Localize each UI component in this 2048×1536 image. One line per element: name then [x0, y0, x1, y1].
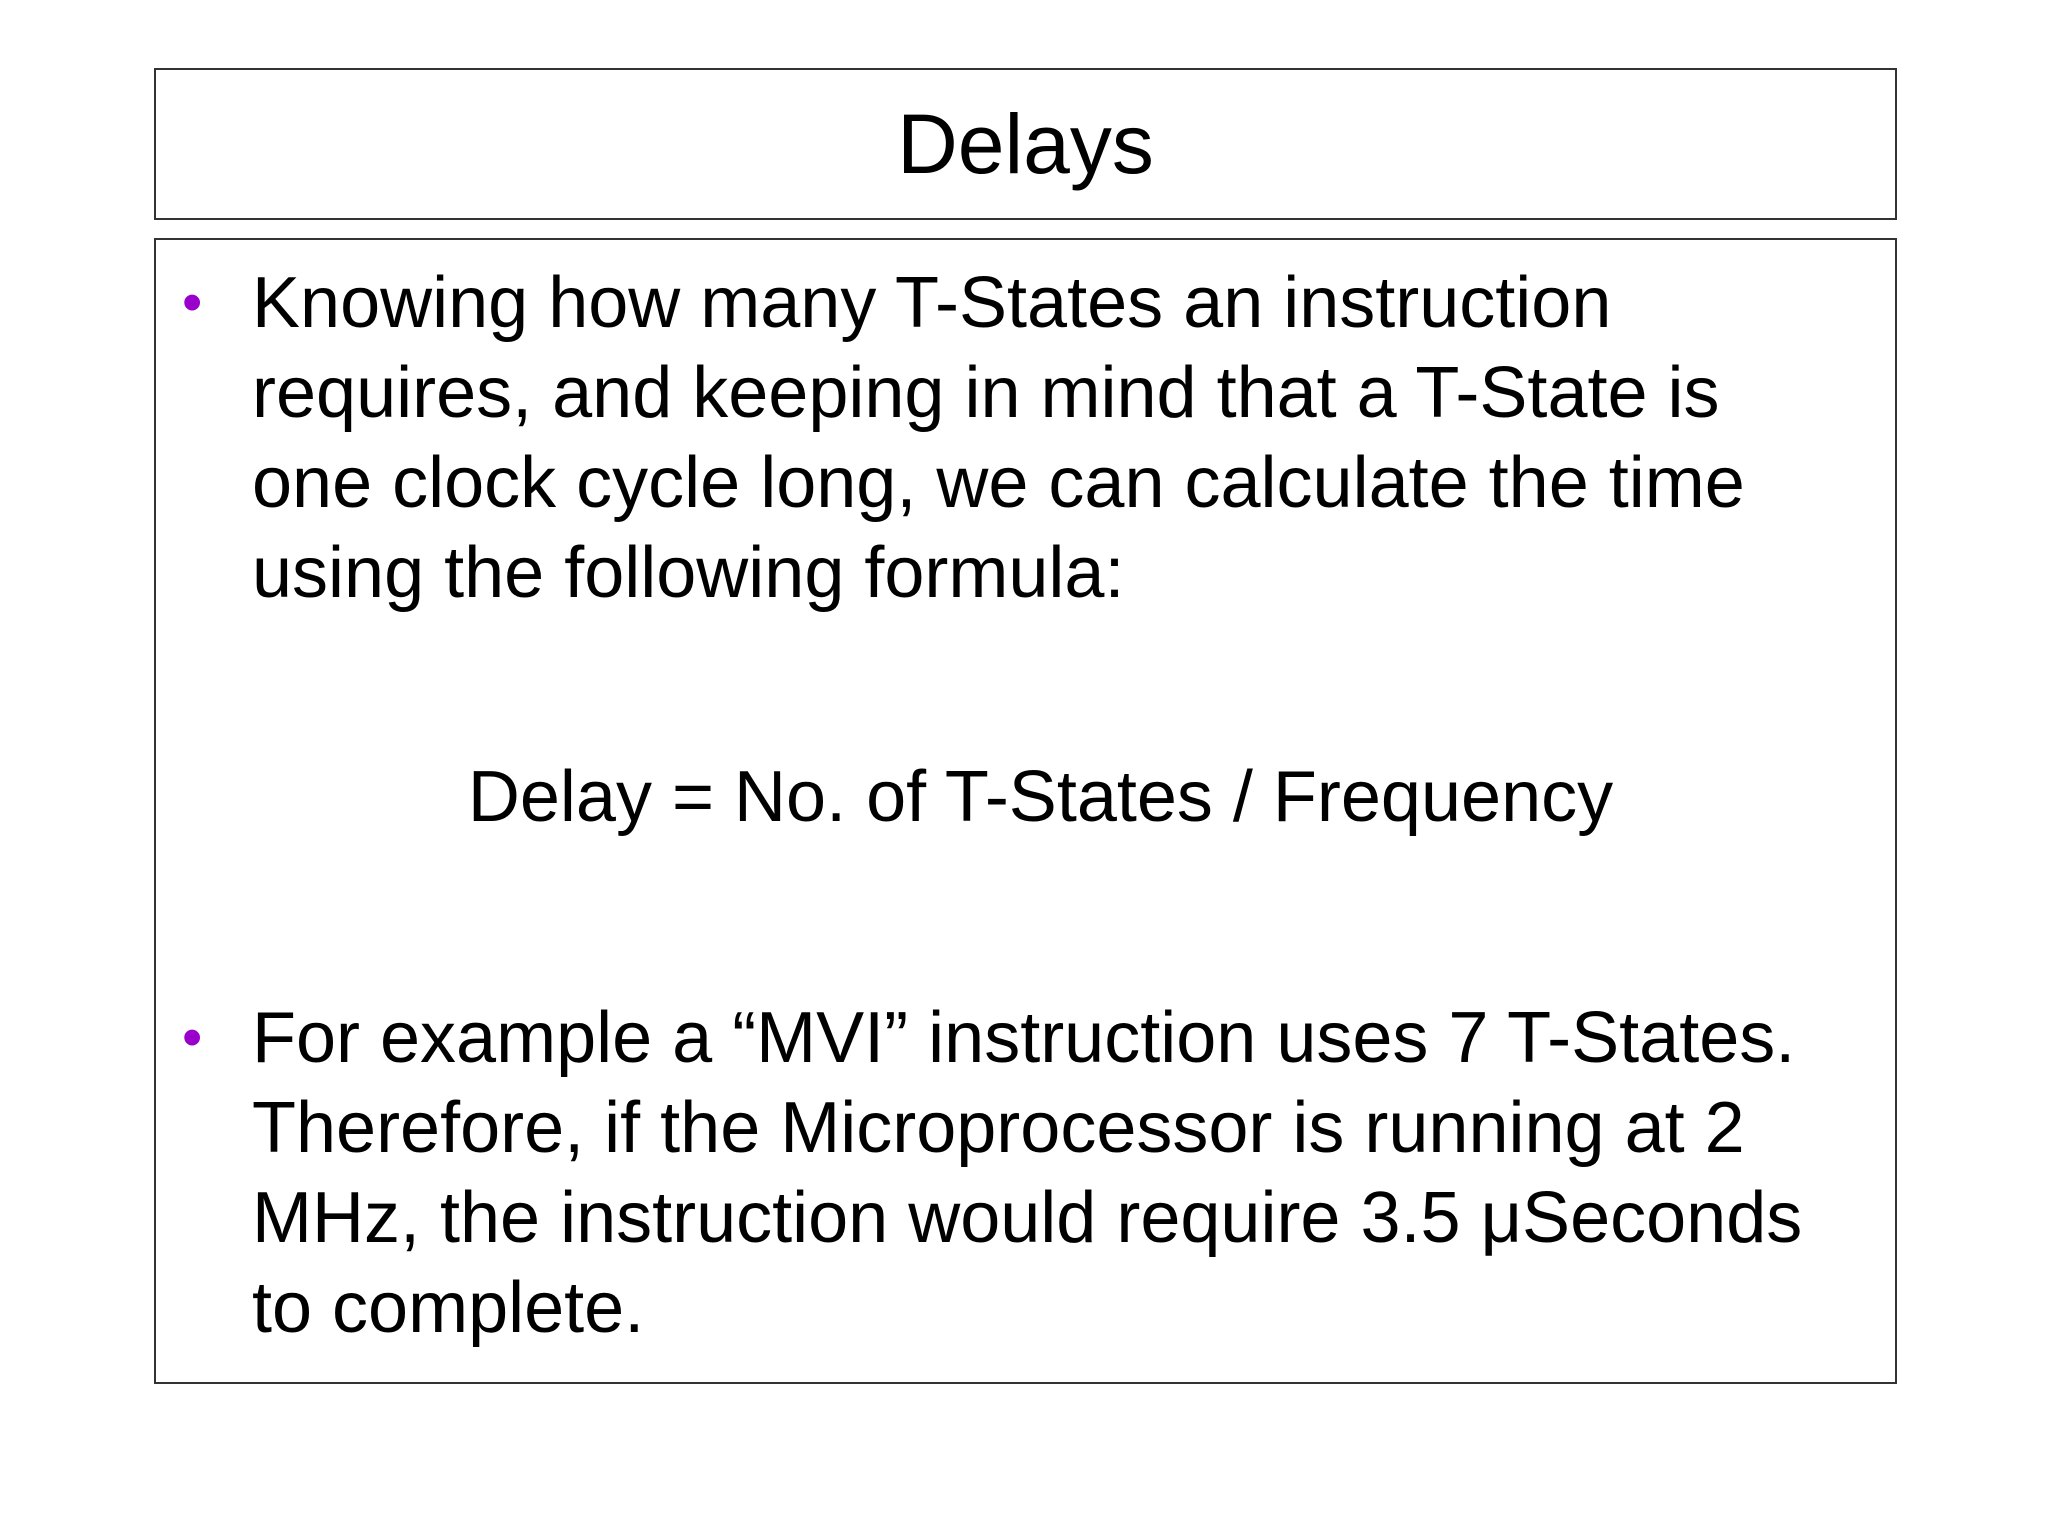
formula-text: Delay = No. of T-States / Frequency: [467, 757, 1614, 837]
bullet-text: Knowing how many T-States an instruction requires, and keeping in mind that a T-State is one clock cycle long, we can calculate the time using the following formula:: [252, 263, 1745, 613]
bullet-text: For example a “MVI” instruction uses 7 T-States. Therefore, if the Microprocessor is running at 2 MHz, the instruction would require 3.5 μSeconds to complete.: [252, 998, 1803, 1348]
bullet-icon: •: [182, 270, 203, 335]
bullet-icon: •: [182, 1005, 203, 1070]
slide-title: Delays: [897, 97, 1154, 191]
title-box: [154, 68, 1897, 220]
content-box: [154, 238, 1897, 1384]
